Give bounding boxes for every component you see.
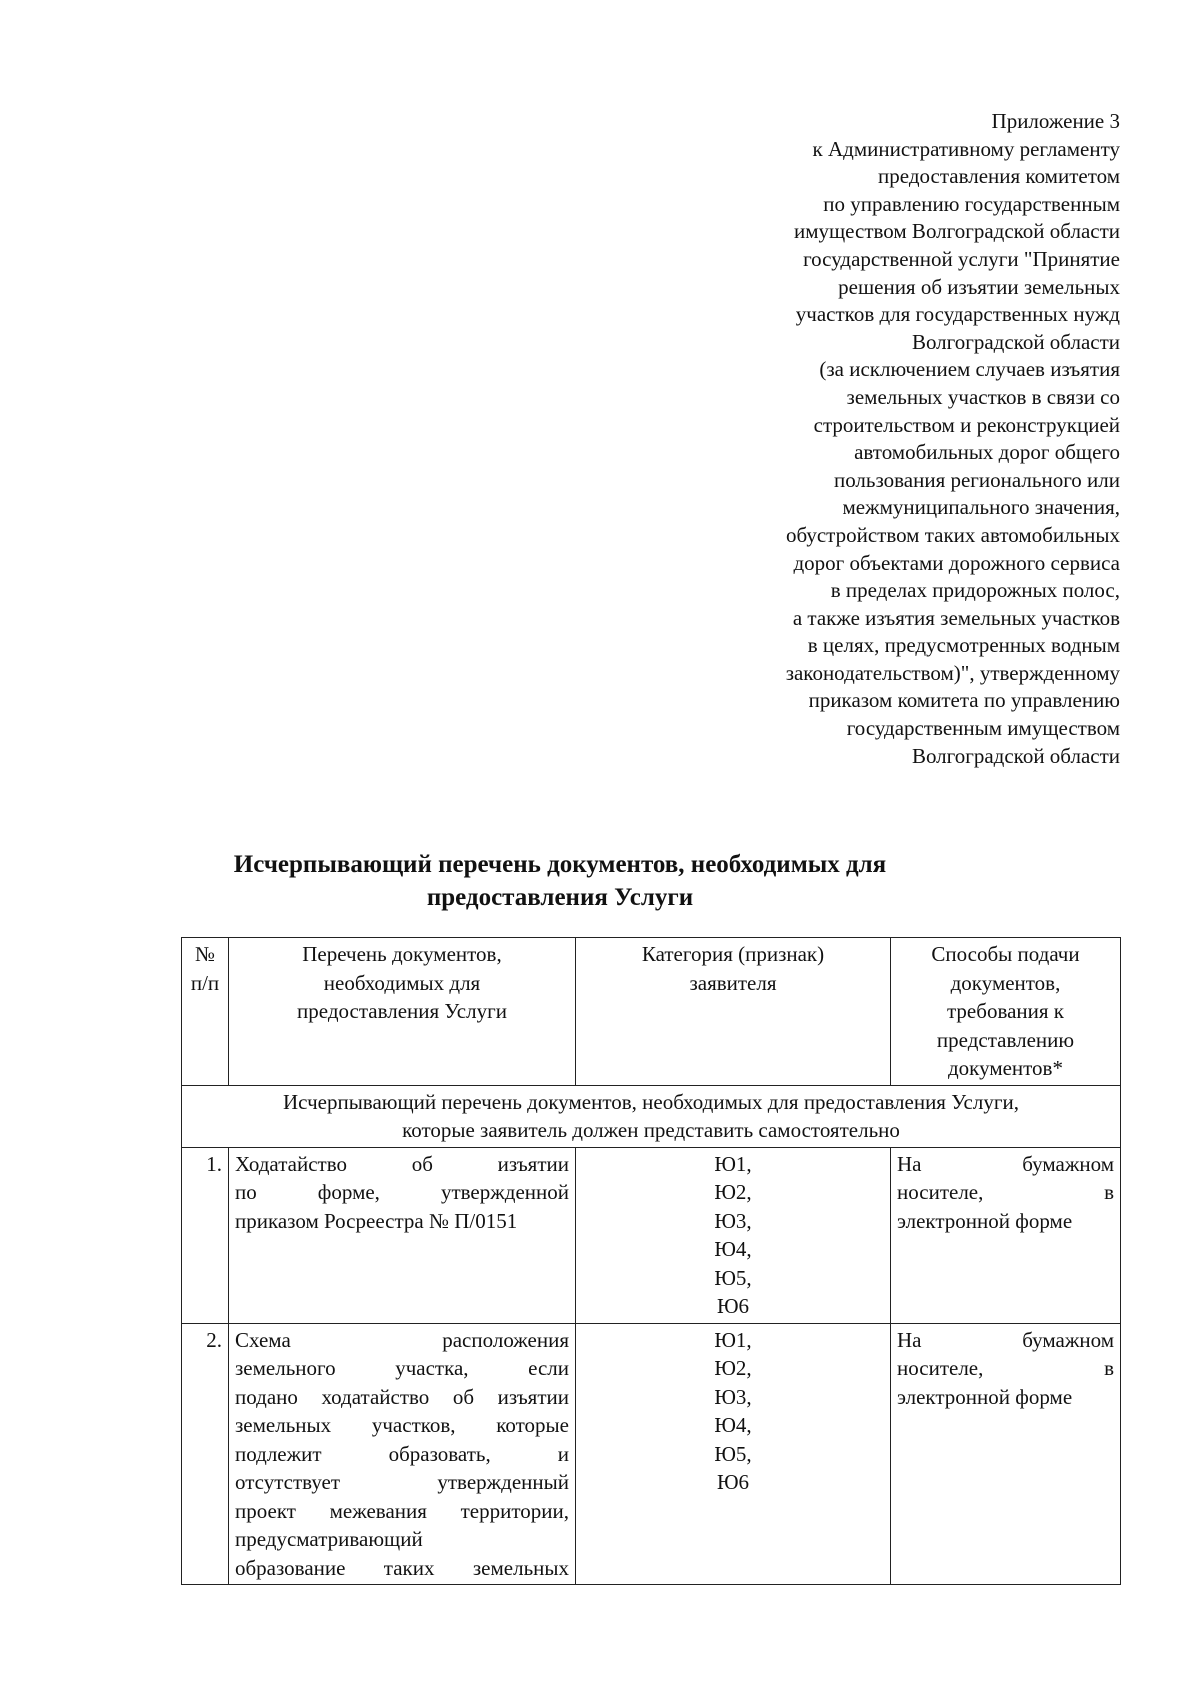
appendix-line: земельных участков в связи со: [846, 384, 1120, 409]
section-heading-line: которые заявитель должен представить самостоятельно: [402, 1118, 900, 1142]
row-document-line: земельного участка, если: [235, 1356, 569, 1380]
row-category-item: Ю6: [716, 1294, 750, 1318]
appendix-line: приказом комитета по управлению: [808, 688, 1120, 713]
row-document-line: Ходатайство об изъятии: [235, 1151, 569, 1176]
row-category-item: Ю2,: [714, 1180, 752, 1204]
header-methods-line: Способы подачи: [931, 942, 1080, 966]
section-row: [182, 1085, 1121, 1147]
row-category-item: Ю5,: [714, 1265, 752, 1290]
appendix-line: пользования регионального или: [833, 467, 1120, 492]
row-category-item: Ю1,: [714, 1151, 752, 1176]
appendix-line: в пределах придорожных полос,: [830, 578, 1120, 603]
row-document-line: образование таких земельных: [235, 1555, 569, 1580]
appendix-line: Приложение 3: [991, 109, 1120, 133]
appendix-line: обустройством таких автомобильных: [785, 522, 1120, 547]
appendix-line: межмуниципального значения,: [842, 495, 1120, 520]
section-heading: [182, 1085, 1121, 1147]
row-num: 2.: [182, 1323, 229, 1585]
row-category-item: Ю3,: [714, 1384, 752, 1409]
appendix-line: Волгоградской области: [911, 329, 1120, 354]
row-category-item: Ю4,: [714, 1413, 752, 1437]
row-category-item: Ю6: [716, 1470, 750, 1494]
row-document: [229, 1323, 576, 1585]
header-num-line: №: [194, 942, 216, 966]
row-method: [891, 1323, 1121, 1585]
appendix-block: [680, 108, 1120, 770]
header-methods-line: документов,: [950, 970, 1061, 995]
row-method-line: На бумажном: [897, 1327, 1114, 1352]
row-category-item: Ю5,: [714, 1441, 752, 1466]
appendix-line: строительством и реконструкцией: [813, 412, 1120, 437]
header-methods: [891, 938, 1121, 1086]
header-documents: [229, 938, 576, 1086]
appendix-line: Волгоградской области: [911, 743, 1120, 768]
appendix-line: законодательством)", утвержденному: [785, 660, 1120, 685]
row-method-line: электронной форме: [897, 1208, 1073, 1233]
appendix-line: дорог объектами дорожного сервиса: [793, 550, 1120, 575]
document-title-line: Исчерпывающий перечень документов, необходимых для: [233, 851, 887, 878]
table-row: [182, 1323, 1121, 1585]
documents-table: [181, 937, 1121, 1585]
row-document-line: проект межевания территории,: [235, 1498, 569, 1523]
row-method-line: носителе, в: [897, 1356, 1114, 1380]
header-num-line: п/п: [190, 970, 220, 995]
row-method-line: На бумажном: [897, 1151, 1114, 1176]
row-document-line: земельных участков, которые: [235, 1413, 569, 1437]
section-heading-line: Исчерпывающий перечень документов, необходимых для предоставления Услуги,: [283, 1089, 1019, 1114]
row-num: 1.: [182, 1147, 229, 1323]
row-document-line: приказом Росреестра № П/0151: [235, 1208, 518, 1233]
header-methods-line: документов*: [948, 1056, 1063, 1080]
row-document-line: подлежит образовать, и: [235, 1441, 569, 1466]
row-category-item: Ю1,: [714, 1327, 752, 1352]
table-row: [182, 1147, 1121, 1323]
row-document-line: подано ходатайство об изъятии: [235, 1384, 569, 1409]
appendix-line: предоставления комитетом: [878, 164, 1120, 189]
row-category-item: Ю4,: [714, 1237, 752, 1261]
appendix-line: государственным имуществом: [846, 716, 1120, 741]
header-methods-line: представлению: [936, 1027, 1075, 1052]
row-category: [576, 1147, 891, 1323]
appendix-line: государственной услуги "Принятие: [803, 246, 1120, 271]
row-document-line: Схема расположения: [235, 1327, 569, 1352]
row-document-line: предусматривающий: [235, 1527, 423, 1551]
appendix-line: а также изъятия земельных участков: [792, 605, 1120, 630]
appendix-line: в целях, предусмотренных водным: [807, 633, 1120, 658]
appendix-line: автомобильных дорог общего: [854, 440, 1120, 465]
row-category-item: Ю2,: [714, 1356, 752, 1380]
appendix-line: решения об изъятии земельных: [838, 274, 1120, 299]
row-method: [891, 1147, 1121, 1323]
row-category-item: Ю3,: [714, 1208, 752, 1233]
header-documents-line: предоставления Услуги: [297, 999, 507, 1023]
header-documents-line: Перечень документов,: [302, 942, 502, 966]
row-method-line: носителе, в: [897, 1180, 1114, 1204]
appendix-line: имуществом Волгоградской области: [793, 219, 1120, 244]
appendix-line: участков для государственных нужд: [795, 302, 1120, 327]
header-category: [576, 938, 891, 1086]
appendix-line: по управлению государственным: [823, 191, 1120, 216]
header-documents-line: необходимых для: [323, 970, 481, 995]
appendix-line: (за исключением случаев изъятия: [819, 357, 1120, 382]
table-header-row: [182, 938, 1121, 1086]
header-category-line: Категория (признак): [641, 942, 825, 966]
header-methods-line: требования к: [947, 999, 1064, 1023]
row-document-line: по форме, утвержденной: [235, 1180, 569, 1204]
row-document-line: отсутствует утвержденный: [235, 1470, 569, 1494]
document-title-line: предоставления Услуги: [426, 884, 694, 911]
header-category-line: заявителя: [689, 970, 777, 995]
document-title: [160, 848, 960, 914]
row-method-line: электронной форме: [897, 1384, 1073, 1409]
appendix-line: к Административному регламенту: [812, 136, 1120, 161]
row-document: [229, 1147, 576, 1323]
row-category: [576, 1323, 891, 1585]
header-num: [182, 938, 229, 1086]
